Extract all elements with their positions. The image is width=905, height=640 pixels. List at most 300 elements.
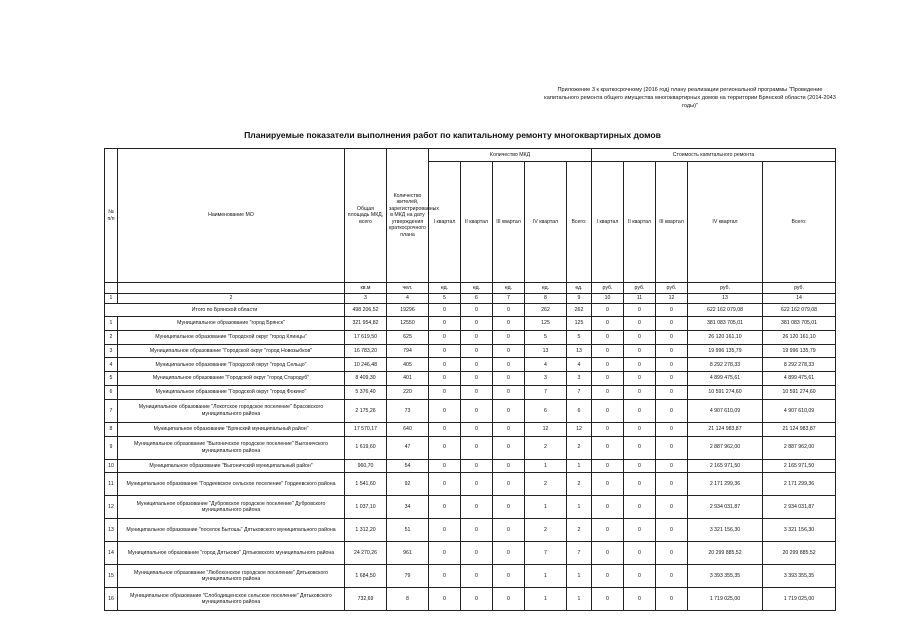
cost-total-cell: 4 907 610,09 xyxy=(763,399,836,422)
cost-q4-cell: 3 393 355,35 xyxy=(688,565,763,588)
mkd-q4-cell: 7 xyxy=(525,385,567,399)
mkd-q3-cell: 0 xyxy=(493,565,525,588)
cost-q3-cell: 0 xyxy=(656,565,688,588)
cost-total-cell: 2 171 299,36 xyxy=(763,473,836,496)
total-cell: 0 xyxy=(461,304,493,317)
mkd-q3-cell: 0 xyxy=(493,330,525,344)
mkd-q3-cell: 0 xyxy=(493,542,525,565)
cost-q2-cell: 0 xyxy=(624,459,656,473)
header-cost-total: Всего: xyxy=(763,162,836,283)
cost-q1-cell: 0 xyxy=(592,358,624,372)
mkd-q1-cell: 0 xyxy=(429,372,461,386)
cost-total-cell: 381 083 705,01 xyxy=(763,317,836,331)
unit-cell-empty xyxy=(105,283,118,294)
cost-total-cell: 20 299 885,52 xyxy=(763,542,836,565)
residents-cell: 405 xyxy=(387,358,429,372)
cost-q1-cell: 0 xyxy=(592,317,624,331)
row-number: 13 xyxy=(105,519,118,542)
table-row xyxy=(105,399,836,422)
residents-cell: 8 xyxy=(387,588,429,611)
row-number: 12 xyxy=(105,496,118,519)
mkd-q3-cell: 0 xyxy=(493,496,525,519)
mkd-q3-cell: 0 xyxy=(493,399,525,422)
mkd-total-cell: 5 xyxy=(567,330,592,344)
mo-name-cell: Муниципальное образование "Гордеевское сельское поселение" Гордеевского района xyxy=(118,473,345,496)
cost-q2-cell: 0 xyxy=(624,496,656,519)
mkd-q1-cell: 0 xyxy=(429,358,461,372)
cost-q1-cell: 0 xyxy=(592,436,624,459)
mo-name-cell: Муниципальное образование "Выгоничский муниципальный район" xyxy=(118,459,345,473)
cost-q3-cell: 0 xyxy=(656,519,688,542)
table-row xyxy=(105,459,836,473)
col-number: 10 xyxy=(592,294,624,304)
total-cell: 0 xyxy=(493,304,525,317)
mkd-q4-cell: 7 xyxy=(525,542,567,565)
mkd-q3-cell: 0 xyxy=(493,459,525,473)
total-cell: 262 xyxy=(567,304,592,317)
cost-q2-cell: 0 xyxy=(624,519,656,542)
cost-total-cell: 4 899 475,61 xyxy=(763,372,836,386)
residents-cell: 47 xyxy=(387,436,429,459)
residents-cell: 401 xyxy=(387,372,429,386)
table-row xyxy=(105,422,836,436)
mkd-total-cell: 1 xyxy=(567,565,592,588)
area-cell: 8 409,30 xyxy=(345,372,387,386)
area-cell: 1 541,60 xyxy=(345,473,387,496)
mkd-q4-cell: 2 xyxy=(525,436,567,459)
mo-name-cell: Муниципальное образование "Брянский муниципальный район" xyxy=(118,422,345,436)
mkd-q1-cell: 0 xyxy=(429,436,461,459)
cost-q2-cell: 0 xyxy=(624,422,656,436)
cost-q1-cell: 0 xyxy=(592,399,624,422)
cost-q2-cell: 0 xyxy=(624,436,656,459)
mkd-q1-cell: 0 xyxy=(429,317,461,331)
row-number: 8 xyxy=(105,422,118,436)
residents-cell: 220 xyxy=(387,385,429,399)
unit-cell: ед. xyxy=(525,283,567,294)
residents-cell: 794 xyxy=(387,344,429,358)
cost-total-cell: 3 393 355,35 xyxy=(763,565,836,588)
cost-q3-cell: 0 xyxy=(656,459,688,473)
mkd-q4-cell: 2 xyxy=(525,473,567,496)
mkd-q2-cell: 0 xyxy=(461,399,493,422)
cost-q2-cell: 0 xyxy=(624,542,656,565)
cost-q1-cell: 0 xyxy=(592,473,624,496)
residents-cell: 73 xyxy=(387,399,429,422)
mo-name-cell: Муниципальное образование "город Дятьково" Дятьковского муниципального района xyxy=(118,542,345,565)
mkd-q1-cell: 0 xyxy=(429,588,461,611)
unit-cell: ед. xyxy=(429,283,461,294)
mkd-q2-cell: 0 xyxy=(461,372,493,386)
mkd-q1-cell: 0 xyxy=(429,542,461,565)
mkd-total-cell: 2 xyxy=(567,473,592,496)
mkd-q4-cell: 1 xyxy=(525,459,567,473)
mkd-total-cell: 4 xyxy=(567,358,592,372)
mkd-q1-cell: 0 xyxy=(429,330,461,344)
col-number: 7 xyxy=(493,294,525,304)
header-mkd-q3: III квартал xyxy=(493,162,525,283)
unit-cell-empty xyxy=(118,283,345,294)
cost-q3-cell: 0 xyxy=(656,473,688,496)
header-cost-q3: III квартал xyxy=(656,162,688,283)
mkd-q4-cell: 13 xyxy=(525,344,567,358)
unit-cell: руб. xyxy=(592,283,624,294)
mkd-q1-cell: 0 xyxy=(429,565,461,588)
row-number: 5 xyxy=(105,372,118,386)
area-cell: 5 376,40 xyxy=(345,385,387,399)
unit-cell: ед. xyxy=(567,283,592,294)
col-number: 13 xyxy=(688,294,763,304)
cost-q2-cell: 0 xyxy=(624,317,656,331)
row-number: 16 xyxy=(105,588,118,611)
total-cell: 0 xyxy=(624,304,656,317)
col-number: 2 xyxy=(118,294,345,304)
header-mkd-q1: I квартал xyxy=(429,162,461,283)
mkd-q3-cell: 0 xyxy=(493,385,525,399)
mkd-q1-cell: 0 xyxy=(429,399,461,422)
unit-cell: руб. xyxy=(624,283,656,294)
row-number: 9 xyxy=(105,436,118,459)
mkd-q2-cell: 0 xyxy=(461,496,493,519)
mkd-q4-cell: 2 xyxy=(525,519,567,542)
cost-total-cell: 3 321 156,30 xyxy=(763,519,836,542)
mkd-q4-cell: 3 xyxy=(525,372,567,386)
residents-cell: 51 xyxy=(387,519,429,542)
header-num: № п/п xyxy=(105,149,118,283)
total-label: Итого по Брянской области xyxy=(105,304,345,317)
mkd-q2-cell: 0 xyxy=(461,422,493,436)
row-number: 11 xyxy=(105,473,118,496)
cost-q4-cell: 4 899 475,61 xyxy=(688,372,763,386)
header-cost-q4: IV квартал xyxy=(688,162,763,283)
mkd-q4-cell: 1 xyxy=(525,565,567,588)
mo-name-cell: Муниципальное образование "поселок Бытошь" Дятьковского муниципального района xyxy=(118,519,345,542)
mkd-q3-cell: 0 xyxy=(493,422,525,436)
col-number: 5 xyxy=(429,294,461,304)
mkd-q2-cell: 0 xyxy=(461,542,493,565)
cost-total-cell: 8 292 278,33 xyxy=(763,358,836,372)
header-mkd-q4: IV квартал xyxy=(525,162,567,283)
table-row xyxy=(105,496,836,519)
residents-cell: 54 xyxy=(387,459,429,473)
cost-total-cell: 10 591 274,60 xyxy=(763,385,836,399)
repair-indicators-table xyxy=(104,148,836,611)
cost-q4-cell: 381 083 705,01 xyxy=(688,317,763,331)
mo-name-cell: Муниципальное образование "Выгоничское городское поселение" Выгоничского муниципального района xyxy=(118,436,345,459)
cost-q4-cell: 26 120 161,10 xyxy=(688,330,763,344)
cost-q4-cell: 2 934 031,87 xyxy=(688,496,763,519)
cost-q4-cell: 2 887 962,00 xyxy=(688,436,763,459)
area-cell: 17 570,17 xyxy=(345,422,387,436)
cost-q3-cell: 0 xyxy=(656,344,688,358)
header-mkd-count: Количество МКД xyxy=(429,149,592,162)
mkd-q2-cell: 0 xyxy=(461,358,493,372)
unit-cell: ед. xyxy=(493,283,525,294)
mkd-q2-cell: 0 xyxy=(461,436,493,459)
table-row xyxy=(105,473,836,496)
mo-name-cell: Муниципальное образование "Городской округ "город Клинцы" xyxy=(118,330,345,344)
mo-name-cell: Муниципальное образование "Городской округ "город Фокино" xyxy=(118,385,345,399)
cost-q2-cell: 0 xyxy=(624,473,656,496)
header-mkd-total: Всего: xyxy=(567,162,592,283)
appendix-note: Приложение 3 к краткосрочному (2016 год) плану реализации региональной программы "Проведение капитального ремонта общего имущества многоквартирных домов на территории Брянской области (2014-2043 годы)" xyxy=(544,87,836,110)
mkd-q1-cell: 0 xyxy=(429,473,461,496)
cost-q1-cell: 0 xyxy=(592,496,624,519)
area-cell: 1 619,60 xyxy=(345,436,387,459)
mo-name-cell: Муниципальное образование "Городской округ "город Сельцо" xyxy=(118,358,345,372)
mkd-q4-cell: 5 xyxy=(525,330,567,344)
table-row xyxy=(105,588,836,611)
cost-q4-cell: 2 171 299,36 xyxy=(688,473,763,496)
mkd-total-cell: 125 xyxy=(567,317,592,331)
cost-q2-cell: 0 xyxy=(624,344,656,358)
col-number: 1 xyxy=(105,294,118,304)
area-cell: 16 783,20 xyxy=(345,344,387,358)
cost-q2-cell: 0 xyxy=(624,385,656,399)
table-row xyxy=(105,372,836,386)
residents-cell: 92 xyxy=(387,473,429,496)
cost-q1-cell: 0 xyxy=(592,385,624,399)
cost-q3-cell: 0 xyxy=(656,372,688,386)
mkd-total-cell: 7 xyxy=(567,542,592,565)
mkd-q4-cell: 6 xyxy=(525,399,567,422)
row-number: 7 xyxy=(105,399,118,422)
cost-total-cell: 2 165 971,50 xyxy=(763,459,836,473)
col-number: 3 xyxy=(345,294,387,304)
total-cell: 0 xyxy=(429,304,461,317)
mkd-q3-cell: 0 xyxy=(493,344,525,358)
cost-q2-cell: 0 xyxy=(624,372,656,386)
unit-cell: ед. xyxy=(461,283,493,294)
mkd-q3-cell: 0 xyxy=(493,436,525,459)
table-row xyxy=(105,358,836,372)
cost-total-cell: 26 120 161,10 xyxy=(763,330,836,344)
mkd-q2-cell: 0 xyxy=(461,344,493,358)
mkd-q4-cell: 12 xyxy=(525,422,567,436)
mkd-q2-cell: 0 xyxy=(461,385,493,399)
mkd-q4-cell: 4 xyxy=(525,358,567,372)
table-row xyxy=(105,385,836,399)
row-number: 2 xyxy=(105,330,118,344)
mkd-q2-cell: 0 xyxy=(461,459,493,473)
cost-q3-cell: 0 xyxy=(656,399,688,422)
col-number: 11 xyxy=(624,294,656,304)
cost-q4-cell: 2 165 971,50 xyxy=(688,459,763,473)
mkd-total-cell: 1 xyxy=(567,588,592,611)
cost-q3-cell: 0 xyxy=(656,496,688,519)
residents-cell: 79 xyxy=(387,565,429,588)
area-cell: 2 175,26 xyxy=(345,399,387,422)
table-row xyxy=(105,565,836,588)
mkd-q3-cell: 0 xyxy=(493,588,525,611)
mo-name-cell: Муниципальное образование "Любохонское городское поселение" Дятьковского муниципального района xyxy=(118,565,345,588)
total-cell: 0 xyxy=(592,304,624,317)
mkd-q1-cell: 0 xyxy=(429,459,461,473)
row-number: 3 xyxy=(105,344,118,358)
mkd-q4-cell: 1 xyxy=(525,588,567,611)
mkd-total-cell: 13 xyxy=(567,344,592,358)
cost-q1-cell: 0 xyxy=(592,542,624,565)
cost-q2-cell: 0 xyxy=(624,330,656,344)
col-number: 6 xyxy=(461,294,493,304)
area-cell: 10 246,48 xyxy=(345,358,387,372)
area-cell: 17 619,50 xyxy=(345,330,387,344)
column-numbers-row xyxy=(105,294,836,304)
mkd-total-cell: 7 xyxy=(567,385,592,399)
header-repair-cost: Стоимость капитального ремонта xyxy=(592,149,836,162)
cost-q1-cell: 0 xyxy=(592,422,624,436)
mo-name-cell: Муниципальное образование "Городской округ "город Стародуб" xyxy=(118,372,345,386)
residents-cell: 34 xyxy=(387,496,429,519)
cost-q4-cell: 3 321 156,30 xyxy=(688,519,763,542)
unit-cell: руб. xyxy=(763,283,836,294)
table-row xyxy=(105,330,836,344)
mo-name-cell: Муниципальное образование "Городской округ "город Новозыбков" xyxy=(118,344,345,358)
mkd-q1-cell: 0 xyxy=(429,385,461,399)
row-number: 15 xyxy=(105,565,118,588)
total-cell: 622 162 079,08 xyxy=(688,304,763,317)
mkd-total-cell: 2 xyxy=(567,436,592,459)
unit-cell: руб. xyxy=(656,283,688,294)
cost-q4-cell: 4 907 610,09 xyxy=(688,399,763,422)
mkd-q1-cell: 0 xyxy=(429,344,461,358)
mkd-q2-cell: 0 xyxy=(461,519,493,542)
header-mkd-q2: II квартал xyxy=(461,162,493,283)
mkd-q3-cell: 0 xyxy=(493,358,525,372)
area-cell: 732,69 xyxy=(345,588,387,611)
row-number: 1 xyxy=(105,317,118,331)
row-number: 6 xyxy=(105,385,118,399)
cost-q3-cell: 0 xyxy=(656,588,688,611)
mkd-q2-cell: 0 xyxy=(461,317,493,331)
residents-cell: 12550 xyxy=(387,317,429,331)
total-cell: 498 206,52 xyxy=(345,304,387,317)
total-cell: 262 xyxy=(525,304,567,317)
cost-q4-cell: 8 292 278,33 xyxy=(688,358,763,372)
mkd-total-cell: 3 xyxy=(567,372,592,386)
cost-total-cell: 2 887 962,00 xyxy=(763,436,836,459)
cost-q2-cell: 0 xyxy=(624,565,656,588)
cost-q1-cell: 0 xyxy=(592,330,624,344)
mkd-q4-cell: 125 xyxy=(525,317,567,331)
col-number: 12 xyxy=(656,294,688,304)
mo-name-cell: Муниципальное образование "Дубровское городское поселение" Дубровского муниципального района xyxy=(118,496,345,519)
col-number: 14 xyxy=(763,294,836,304)
row-number: 14 xyxy=(105,542,118,565)
area-cell: 1 684,50 xyxy=(345,565,387,588)
cost-q1-cell: 0 xyxy=(592,344,624,358)
area-cell: 960,70 xyxy=(345,459,387,473)
mkd-q3-cell: 0 xyxy=(493,372,525,386)
mkd-q3-cell: 0 xyxy=(493,519,525,542)
cost-q3-cell: 0 xyxy=(656,422,688,436)
mkd-q2-cell: 0 xyxy=(461,330,493,344)
cost-total-cell: 2 934 031,87 xyxy=(763,496,836,519)
header-cost-q1: I квартал xyxy=(592,162,624,283)
mkd-total-cell: 12 xyxy=(567,422,592,436)
mkd-q3-cell: 0 xyxy=(493,317,525,331)
mo-name-cell: Муниципальное образование "Локотское городское поселение" Брасовского муниципального района xyxy=(118,399,345,422)
mkd-q1-cell: 0 xyxy=(429,519,461,542)
mkd-q3-cell: 0 xyxy=(493,473,525,496)
mkd-q2-cell: 0 xyxy=(461,588,493,611)
residents-cell: 625 xyxy=(387,330,429,344)
cost-q3-cell: 0 xyxy=(656,385,688,399)
total-row xyxy=(105,304,836,317)
area-cell: 24 270,26 xyxy=(345,542,387,565)
mkd-total-cell: 1 xyxy=(567,496,592,519)
total-cell: 622 162 079,08 xyxy=(763,304,836,317)
total-cell: 19296 xyxy=(387,304,429,317)
unit-cell: руб. xyxy=(688,283,763,294)
row-number: 4 xyxy=(105,358,118,372)
header-total-area: Общая площадь МКД, всего xyxy=(345,149,387,283)
residents-cell: 961 xyxy=(387,542,429,565)
area-cell: 321 954,82 xyxy=(345,317,387,331)
header-cost-q2: II квартал xyxy=(624,162,656,283)
mkd-total-cell: 6 xyxy=(567,399,592,422)
mkd-q1-cell: 0 xyxy=(429,422,461,436)
mkd-total-cell: 2 xyxy=(567,519,592,542)
cost-q2-cell: 0 xyxy=(624,399,656,422)
header-residents: Количество жителей, зарегистрированных в МКД на дату утверждения краткосрочного плана xyxy=(387,149,429,283)
table-row xyxy=(105,344,836,358)
cost-q3-cell: 0 xyxy=(656,436,688,459)
total-cell: 0 xyxy=(656,304,688,317)
header-row-group xyxy=(105,149,836,162)
mkd-q2-cell: 0 xyxy=(461,473,493,496)
cost-q2-cell: 0 xyxy=(624,588,656,611)
cost-q1-cell: 0 xyxy=(592,565,624,588)
cost-q4-cell: 10 591 274,60 xyxy=(688,385,763,399)
cost-q1-cell: 0 xyxy=(592,372,624,386)
mo-name-cell: Муниципальное образование "город Брянск" xyxy=(118,317,345,331)
table-row xyxy=(105,519,836,542)
cost-q1-cell: 0 xyxy=(592,519,624,542)
cost-q3-cell: 0 xyxy=(656,330,688,344)
table-row xyxy=(105,317,836,331)
cost-q1-cell: 0 xyxy=(592,459,624,473)
row-number: 10 xyxy=(105,459,118,473)
mkd-q4-cell: 1 xyxy=(525,496,567,519)
table-row xyxy=(105,436,836,459)
cost-total-cell: 19 996 135,79 xyxy=(763,344,836,358)
cost-total-cell: 21 124 983,87 xyxy=(763,422,836,436)
mkd-q1-cell: 0 xyxy=(429,496,461,519)
document-title: Планируемые показатели выполнения работ по капитальному ремонту многоквартирных домов xyxy=(244,130,661,140)
cost-total-cell: 1 719 025,00 xyxy=(763,588,836,611)
unit-cell: кв.м xyxy=(345,283,387,294)
cost-q3-cell: 0 xyxy=(656,317,688,331)
col-number: 8 xyxy=(525,294,567,304)
unit-cell: чел. xyxy=(387,283,429,294)
mkd-q2-cell: 0 xyxy=(461,565,493,588)
area-cell: 1 037,10 xyxy=(345,496,387,519)
table-body xyxy=(105,149,836,611)
cost-q4-cell: 19 996 135,79 xyxy=(688,344,763,358)
cost-q4-cell: 20 299 885,52 xyxy=(688,542,763,565)
cost-q4-cell: 1 719 025,00 xyxy=(688,588,763,611)
mo-name-cell: Муниципальное образование "Слободищенское сельское поселение" Дятьковского муниципального района xyxy=(118,588,345,611)
cost-q2-cell: 0 xyxy=(624,358,656,372)
residents-cell: 640 xyxy=(387,422,429,436)
mkd-total-cell: 1 xyxy=(567,459,592,473)
cost-q3-cell: 0 xyxy=(656,358,688,372)
units-row xyxy=(105,283,836,294)
cost-q1-cell: 0 xyxy=(592,588,624,611)
area-cell: 1 312,20 xyxy=(345,519,387,542)
table-row xyxy=(105,542,836,565)
